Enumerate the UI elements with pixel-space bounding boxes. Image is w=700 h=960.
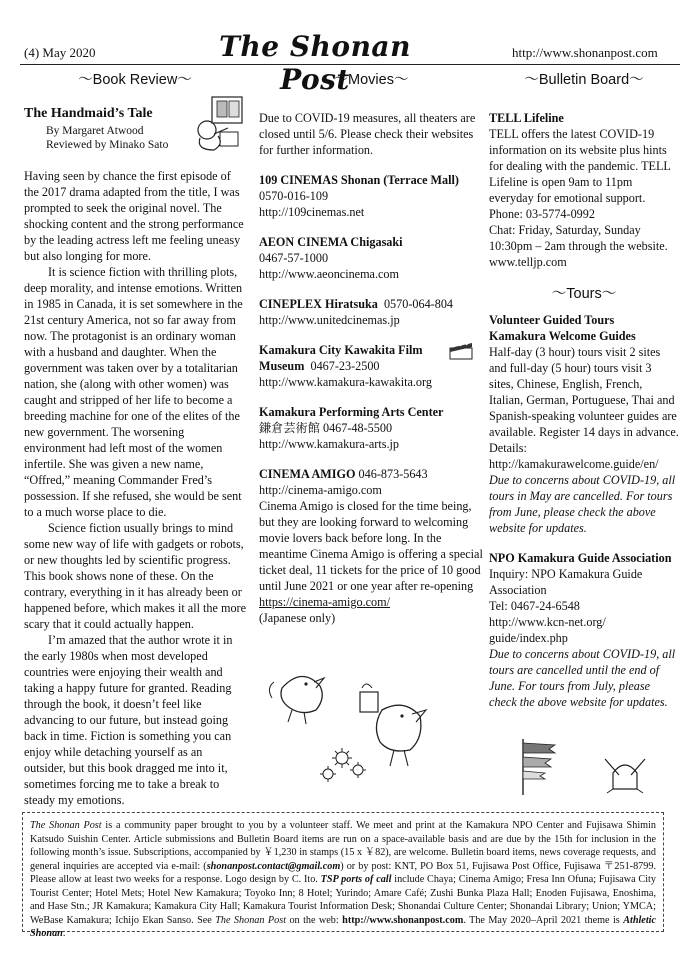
volunteer-tours-text: Half-day (3 hour) tours visit 2 sites and full-day (5 hour) tours visit 3 sites, Chinese, English, French, Italian, German, Portuguese, Thai and Spanish-speaking volunteer guides are available. Register 14 days in advance. Details: <box>489 345 679 455</box>
volunteer-tours-title: Volunteer Guided Tours <box>489 313 615 327</box>
cinema-note-link[interactable]: https://cinema-amigo.com/ <box>259 595 390 609</box>
cinema-name: 109 CINEMAS Shonan (Terrace Mall) <box>259 173 459 187</box>
cinema-phone: 0467-23-2500 <box>310 359 380 373</box>
cinema-note: Cinema Amigo is closed for the time being, but they are looking forward to welcoming movie lovers back before long. In the meantime Cinema Amigo is offering a special ticket deal, 11 tickets for the price of 10 good until June 2021 or one year after re-opening <box>259 499 483 593</box>
cinema-phone: 0467-48-5500 <box>322 421 393 435</box>
cinema-name: Kamakura City Kawakita Film Museum <box>259 343 423 373</box>
cinema-phone: 046-873-5643 <box>358 467 428 481</box>
bulletin-heading: ～Bulletin Board～ <box>524 72 644 88</box>
welcome-guides-subtitle: Kamakura Welcome Guides <box>489 329 636 343</box>
cinema-item <box>259 404 483 452</box>
cinema-name: CINEMA AMIGO <box>259 467 356 481</box>
movies-intro: Due to COVID-19 measures, all theaters are closed until 5/6. Please check their websites for further information. <box>259 111 476 157</box>
cinema-item <box>259 342 449 390</box>
review-paragraph: Science fiction usually brings to mind some new way of life with gadgets or robots, or new thoughts led by scientific progress. This book shows none of these. On the contrary, everything in it has already been or happened before, which makes it all the more scary that it could actually happen. <box>24 521 246 631</box>
tell-chat: Chat: Friday, Saturday, Sunday 10:30pm – 2am through the website. <box>489 223 668 253</box>
cinema-item <box>259 172 483 220</box>
book-review-heading: ～Book Review～ <box>78 72 192 88</box>
header-rule <box>20 64 680 65</box>
movies-heading: ～Movies～ <box>333 72 409 88</box>
npo-url[interactable]: http://www.kcn-net.org/ guide/index.php <box>489 615 606 645</box>
footer-text: include Chaya; Cinema Amigo; Fresa Inn Ofuna; Fujisawa City Tourist Center; Hotel Mets; Hotel New Kamakura; Toyoko Inn; 8 Hotel; Yurindo; Amare Café; Zushi Bunka Plaza Hall; Enoden Fujisawa, Enoshima, and Hase Stn.; JR Kamakura; Kamakura City Hall; Kamakura Tourist Information Desk; Shonandai Culture Center; Shonandai Library; Union; YMCA; WeBase Kamakura; Ichijo Ekan Sanso. See <box>30 874 656 926</box>
cinema-name: CINEPLEX Hiratsuka <box>259 297 378 311</box>
tours-heading: ～Tours～ <box>551 286 617 302</box>
footer-web-url[interactable]: http://www.shonanpost.com <box>342 914 464 926</box>
tell-url[interactable]: www.telljp.com <box>489 255 567 269</box>
koinobori-kabuto-illustration <box>515 735 665 797</box>
tell-title: TELL Lifeline <box>489 111 564 125</box>
cinema-item <box>259 296 483 328</box>
cinema-phone: 0570-016-109 <box>259 189 329 203</box>
cinema-name: Kamakura Performing Arts Center <box>259 405 444 419</box>
footer-paper-name: The Shonan Post <box>215 914 287 926</box>
cinema-item <box>259 466 483 626</box>
footer-text: is a community paper brought to you by a volunteer staff. We meet and print at the Kamakura NPO Center and Fujisawa Shimin Katsudo Suishin Center. Article submissions and Bulletin Board items are run on a space-available basis and are due by the 15th for inclusion in the following month’s issue. Subscriptions, accompanied by ￥1,230 in stamps (15 x ￥82), are welcome. Bulletin board items, news coverage requests, and general inquiries are accepted via e-mail: ( <box>30 820 656 872</box>
npo-tel: Tel: 0467-24-6548 <box>489 599 580 613</box>
masthead-title: The Shonan Post <box>219 30 411 96</box>
book-review-column <box>24 72 246 808</box>
volunteer-tours-url[interactable]: http://kamakurawelcome.guide/en/ <box>489 457 659 471</box>
review-paragraph: I’m amazed that the author wrote it in the early 1980s when most developed countries were enjoying their wealth and taking a happy future for granted. Reading through the book, it doesn’t feel like advancing to our future, but instead going back in time. Fiction is something you can enjoy while detaching yourself as an outsider, but this book dragged me into it, sometimes forcing me to take a break to steady my emotions. <box>24 633 233 807</box>
footer-text: . <box>62 928 66 939</box>
cinema-name-jp: 鎌倉芸術館 <box>259 421 320 435</box>
header-url[interactable]: http://www.shonanpost.com <box>512 45 658 60</box>
volunteer-tours-note: Due to concerns about COVID-19, all tours in May are cancelled. For tours from June, please check the above website for updates. <box>489 473 676 535</box>
clapperboard-icon <box>448 342 474 360</box>
cinema-url[interactable]: http://www.kamakura-arts.jp <box>259 437 400 451</box>
npo-title: NPO Kamakura Guide Association <box>489 551 672 565</box>
cinema-url[interactable]: http://www.kamakura-kawakita.org <box>259 375 432 389</box>
cinema-url[interactable]: http://109cinemas.net <box>259 205 365 219</box>
review-paragraph: It is science fiction with thrilling plots, deep morality, and intense emotions. Written in 1985 in Canada, it is set somewhere in the 21st century America, not so far away from now. The protagonist is an ordinary woman with a husband and daughter. When the government was taken over by a totalitarian nation, she (along with other women) was caught and stripped of her life to become a breeding machine for one of the elites of the new government. The worsening environment had left most of the women infertile. She was given a new name, “Offred,” meaning Commander Fred’s possession. If she refused, she would be sent to a much worse place to die. <box>24 265 243 519</box>
cinema-url[interactable]: http://cinema-amigo.com <box>259 483 382 497</box>
footer-email[interactable]: shonanpost.contact@gmail.com <box>206 860 341 872</box>
tell-text: TELL offers the latest COVID-19 information on its website plus hints for dealing with the pandemic. TELL Lifeline is open 9am to 11pm everyday for emotional support. <box>489 127 671 205</box>
cinema-phone: 0570-064-804 <box>383 297 454 311</box>
cinema-url[interactable]: http://www.unitedcinemas.jp <box>259 313 400 327</box>
review-paragraph: Having seen by chance the first episode of the 2017 drama adapted from the title, I was prompted to seek the original novel. The shocking content and the strong performance by the leading actress left me feeling uneasy but also longing for more. <box>24 169 244 263</box>
footer-paper-name: The Shonan Post <box>30 820 102 831</box>
npo-note: Due to concerns about COVID-19, all tours are cancelled until the end of June. For tours from July, please check the above website for updates. <box>489 647 676 709</box>
cinema-item <box>259 234 483 282</box>
footer-box <box>22 812 664 939</box>
birds-virus-illustration <box>262 658 462 798</box>
reading-bird-illustration <box>190 94 248 154</box>
book-title: The Handmaid’s Tale <box>24 106 153 121</box>
cinema-note-lang: (Japanese only) <box>259 611 336 625</box>
cinema-url[interactable]: http://www.aeoncinema.com <box>259 267 400 281</box>
book-reviewer: Reviewed by Minako Sato <box>46 139 169 151</box>
tell-phone: Phone: 03-5774-0992 <box>489 207 595 221</box>
npo-inquiry: Inquiry: NPO Kamakura Guide Association <box>489 567 643 597</box>
footer-text: . The May 2020–April 2021 theme is <box>463 914 624 926</box>
footer-text: on the web: <box>286 914 343 926</box>
cinema-phone: 0467-57-1000 <box>259 251 329 265</box>
book-author: By Margaret Atwood <box>46 125 144 137</box>
footer-text: ) or by post: KNT, PO Box 51, Fujisawa Post Office, Fujisawa 〒251-8799. Please allow at least two weeks for a response. Logo design by C. Ito. <box>30 860 656 885</box>
footer-ports-label: TSP ports of call <box>320 874 392 885</box>
issue-date: (4) May 2020 <box>24 45 96 60</box>
footer-theme: Athletic Shonan <box>30 914 657 939</box>
cinema-name: AEON CINEMA Chigasaki <box>259 235 403 249</box>
bulletin-column <box>489 72 679 710</box>
